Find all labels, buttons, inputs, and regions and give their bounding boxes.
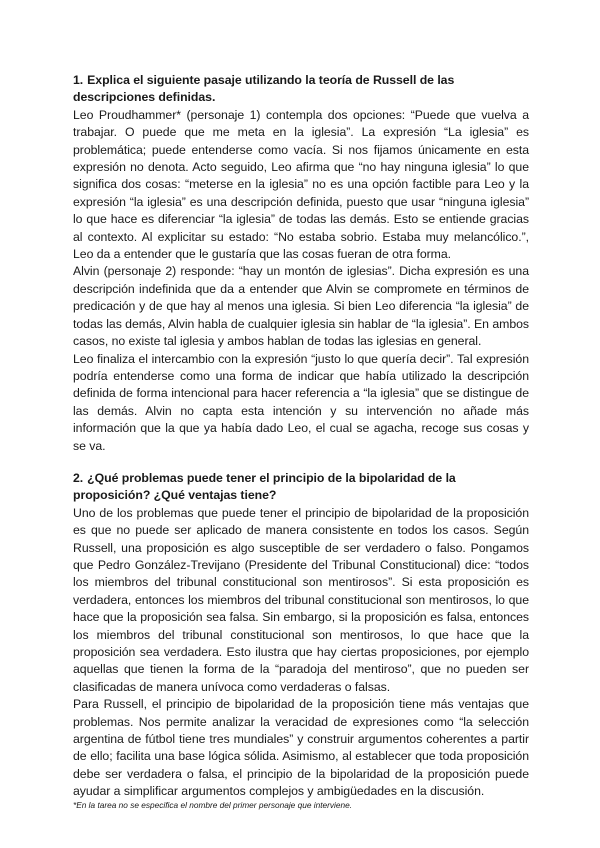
- section-2: [73, 470, 529, 801]
- section-1-paragraph-3: Leo finaliza el intercambio con la expresión “justo lo que quería decir”. Tal expresión podría entenderse como una forma de indicar que había utilizado la descripción definida de forma intencional para hacer referencia a “la iglesia” que se distingue de las demás. Alvin no capta esta intención y su intervención no añade más información que la que ya había dado Leo, el cual se agacha, recoge sus cosas y se va.: [73, 351, 529, 453]
- section-1-number: 1.: [73, 73, 84, 87]
- section-2-title: ¿Qué problemas puede tener el principio de la bipolaridad de la proposición? ¿Qué ventajas tiene?: [73, 470, 456, 503]
- section-2-paragraph-2: Para Russell, el principio de bipolaridad de la proposición tiene más ventajas que problemas. Nos permite analizar la veracidad de expresiones como “la selección argentina de fútbol tiene tres mundiales” y construir argumentos coherentes a partir de ello; facilita una base lógica sólida. Asimismo, al establecer que toda proposición debe ser verdadera o falsa, el principio de la bipolaridad de la proposición puede ayudar a simplificar argumentos complejos y ambigüedades en la discusión.: [73, 697, 529, 799]
- section-2-paragraph-1: Uno de los problemas que puede tener el principio de bipolaridad de la proposición es que no puede ser aplicado de manera consistente en todos los casos. Según Russell, una proposición es algo susceptible de ser verdadero o falso. Pongamos que Pedro González-Trevijano (Presidente del Tribunal Constitucional) dice: “todos los miembros del tribunal constitucional son mentirosos”. Si esta proposición es verdadera, entonces los miembros del tribunal constitucional son mentirosos, lo que hace que la proposición sea falsa. Sin embargo, si la proposición es falsa, entonces los miembros del tribunal constitucional son mentirosos, lo que hace que la proposición sea verdadera. Esto ilustra que hay ciertas proposiciones, por ejemplo aquellas que tienen la forma de la “paradoja del mentiroso”, que no pueden ser clasificadas de manera unívoca como verdaderas o falsas.: [73, 505, 529, 694]
- document-body: [73, 72, 529, 801]
- section-1: [73, 72, 529, 455]
- section-2-heading: [73, 470, 529, 505]
- section-1-paragraph-1: Leo Proudhammer* (personaje 1) contempla dos opciones: “Puede que vuelva a trabajar. O puede que me meta en la iglesia”. La expresión “La iglesia” es problemática; puede entenderse como vacía. Si nos fijamos únicamente en esta expresión no denota. Acto seguido, Leo afirma que “no hay ninguna iglesia” lo que significa dos cosas: “meterse en la iglesia” no es una opción factible para Leo y la expresión “la iglesia” es una descripción definida, puesto que usar “ninguna iglesia” lo que hace es diferenciar “la iglesia” de todas las demás. Esto se entiende gracias al contexto. Al explicitar su estado: “No estaba sobrio. Estaba muy melancólico.”, Leo da a entender que le gustaría que las cosas fueran de otra forma.: [73, 107, 529, 262]
- section-2-number: 2.: [73, 470, 84, 485]
- section-1-heading: [73, 72, 529, 107]
- section-1-paragraph-2: Alvin (personaje 2) responde: “hay un montón de iglesias”. Dicha expresión es una descripción indefinida que da a entender que Alvin se compromete en términos de predicación y de que hay al menos una iglesia. Si bien Leo diferencia “la iglesia” de todas las demás, Alvin habla de cualquier iglesia sin hablar de “la iglesia”. En ambos casos, no existe tal iglesia y ambos hablan de todas las iglesias en general.: [73, 264, 529, 349]
- section-1-title: Explica el siguiente pasaje utilizando la teoría de Russell de las descripciones definidas.: [73, 73, 455, 105]
- footnote: *En la tarea no se especifica el nombre del primer personaje que interviene.: [73, 800, 353, 810]
